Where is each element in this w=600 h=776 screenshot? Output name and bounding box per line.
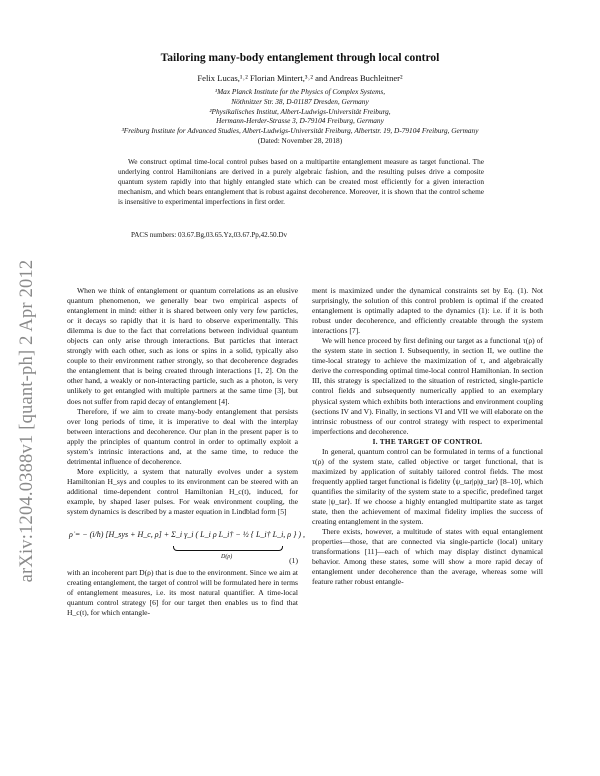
body-paragraph: We will hence proceed by first defining our target as a functional τ(ρ) of the system state in section I. Subsequently, in section II, we outline the time-local strategy to achieve the maximization of τ, and algebraically derive the corresponding optimal time-local control Hamiltonian. In section III, this strategy is specialized to the situation of restricted, single-particle control fields and subsequently numerically applied to an exemplary physical system which exhibits both interactions and environment coupling (sections IV and V). Finally, in sections VI and VII we will elaborate on the intrinsic robustness of our control strategy with respect to experimental imperfections and decoherence. [312,336,543,436]
body-paragraph: with an incoherent part D(ρ) that is due to the environment. Since we aim at creating entanglement, the target of control will be formulated here in terms of entanglement measures, i.e. its most natural quantifier. A time-local quantum control strategy [6] for our target then enables us to find that H_c(t), for which entangle- [67,568,298,618]
affiliation-line: Nöthnitzer Str. 38, D-01187 Dresden, Germany [231,96,369,106]
body-paragraph: When we think of entanglement or quantum correlations as an elusive quantum phenomenon, we generally bear two empirical aspects of entanglement in mind: either it is shared between only very few particles, or it decays so rapidly that it is hard to observe experimentally. This dilemma is due to the fact that correlations between individual quantum objects can only arise through interactions. But particles that interact strongly with each other, such as ions or spins in a solid, typically also couple to their environment rather strongly, so that decoherence degrades the entanglement that is being created through interactions [1, 2]. On the other hand, a weakly or non-interacting particle, such as a photon, is very unlikely to get entangled with multiple partners at the same time [3], but does not suffer from rapid decay of entanglement [4]. [67,286,298,406]
equation-underbrace [173,546,283,551]
right-column [312,286,543,587]
section-heading: I. THE TARGET OF CONTROL [372,437,483,446]
equation-brace-label: D(ρ) [221,554,233,561]
body-paragraph: In general, quantum control can be formulated in terms of a functional τ(ρ) of the system state, called objective or target functional, that is maximized by application of suitably tailored control fields. The most frequently applied target functional is fidelity ⟨ψ_tar|ρ|ψ_tar⟩ [8–10], which quantifies the similarity of the system state to a specific, predefined target state |ψ_tar⟩. If we choose a highly entangled multipartite state as target state, then the achievement of maximal fidelity implies the success of creating entanglement in the system. [312,446,543,527]
affiliation-line: ³Freiburg Institute for Advanced Studies, Albert-Ludwigs-Universität Freiburg, Albertstr. 19, D-79104 Freiburg, Germany [121,126,479,136]
body-paragraph: There exists, however, a multitude of states with equal entanglement properties—those, that are connected via single-particle (local) unitary transformations [11]—each of which may display distinct dynamical behavior. Among these states, some will show a more rapid decay of entanglement under decoherence than the average, whereas some will feature rather robust entangle- [312,527,543,587]
equation-1 [67,520,305,566]
body-paragraph: More explicitly, a system that naturally evolves under a system Hamiltonian H_sys and couples to its environment can be steered with an additional time-dependent control Hamiltonian H_c(t), induced, for example, by shaped laser pulses. For weak environment coupling, the system dynamics is described by a master equation in Lindblad form [5] [67,466,298,517]
author-list: Felix Lucas,¹˒² Florian Mintert,³˒² and Andreas Buchleitner² [197,73,403,83]
body-paragraph: Therefore, if we aim to create many-body entanglement that persists over long periods of time, it is imperative to deal with the interplay between interactions and decoherence. Our plan in the present paper is to apply the principles of quantum control in order to optimally exploit a system’s intrinsic interactions and, at the same time, to reduce the detrimental influence of decoherence. [67,406,298,466]
arxiv-watermark: arXiv:1204.0388v1 [quant-ph] 2 Apr 2012 [17,259,37,583]
paper-title: Tailoring many-body entanglement through local control [160,52,440,64]
pacs-numbers: PACS numbers: 03.67.Bg,03.65.Yz,03.67.Pp,42.50.Dv [131,231,288,239]
affiliations [0,87,600,146]
equation-body: ρ̇ = − (i/ħ) [H_sys + H_c, ρ] + Σ_i γ_i ( L_i ρ L_i† − ½ { L_i† L_i, ρ } ) , [69,530,305,540]
abstract: We construct optimal time-local control pulses based on a multipartite entanglement measure as target functional. The underlying control Hamiltonians are derived in a purely algebraic fashion, and the resulting pulses drive a composite quantum system rapidly into that highly entangled state which can be created most efficiently for a given interaction mechanism, and which bears entanglement that is robust against decoherence. Moreover, it is shown that the control scheme is insensitive to experimental imperfections in first order. [118,157,484,206]
dated-line: (Dated: November 28, 2018) [257,135,343,145]
left-column [67,286,305,618]
body-paragraph: ment is maximized under the dynamical constraints set by Eq. (1). Not surprisingly, the solution of this control problem is optimal if the created entanglement is optimally adapted to the dynamics (1): i.e. if it is both robust under decoherence, and efficiently creatable through the system interactions [7]. [312,286,543,336]
equation-number: (1) [289,556,298,566]
affiliation-line: ¹Max Planck Institute for the Physics of Complex Systems, [214,87,386,96]
affiliation-line: Hermann-Herder-Strasse 3, D-79104 Freiburg, Germany [216,116,384,126]
affiliation-line: ²Physikalisches Institut, Albert-Ludwigs-Universität Freiburg, [209,106,391,116]
